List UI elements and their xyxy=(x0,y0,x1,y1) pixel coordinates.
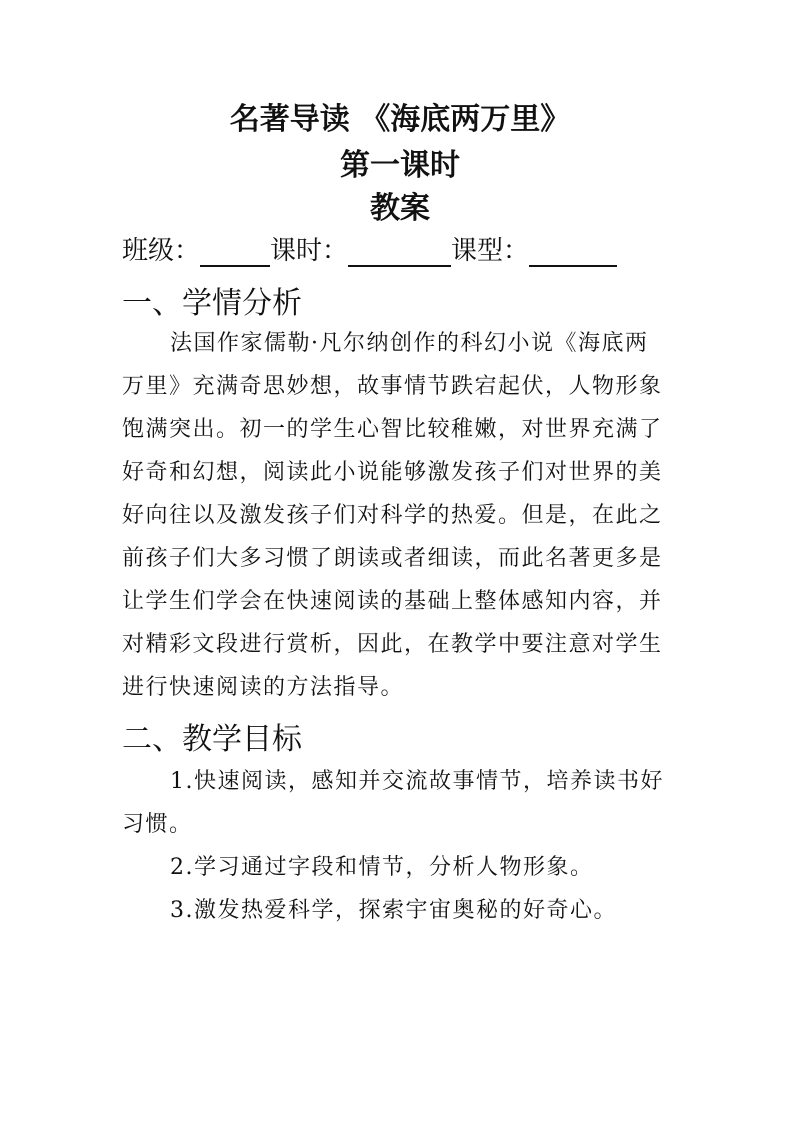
paragraph-line: 好向往以及激发孩子们对科学的热爱。但是，在此之 xyxy=(122,503,663,528)
section-heading-analysis: 一、学情分析 xyxy=(122,286,302,321)
analysis-paragraph xyxy=(122,322,682,709)
goal-item-2 xyxy=(122,846,682,889)
type-label: 课型： xyxy=(451,236,530,266)
goal-item-3 xyxy=(122,889,682,932)
title-line-2: 第一课时 xyxy=(340,148,460,183)
goal-line: 1.快速阅读，感知并交流故事情节，培养读书好 xyxy=(170,769,664,794)
section-heading-goals: 二、教学目标 xyxy=(122,722,302,757)
goal-line: 3.激发热爱科学，探索宇宙奥秘的好奇心。 xyxy=(170,898,617,923)
title-line-1: 名著导读 《海底两万里》 xyxy=(229,102,571,137)
class-blank xyxy=(200,235,270,267)
class-label: 班级： xyxy=(122,236,201,266)
paragraph-line: 饱满突出。初一的学生心智比较稚嫩，对世界充满了 xyxy=(122,417,663,442)
type-blank xyxy=(529,235,617,267)
paragraph-line: 对精彩文段进行赏析，因此，在教学中要注意对学生 xyxy=(122,632,663,657)
paragraph-line: 前孩子们大多习惯了朗读或者细读，而此名著更多是 xyxy=(122,546,663,571)
goal-line: 2.学习通过字段和情节，分析人物形象。 xyxy=(170,855,594,880)
paragraph-line: 进行快速阅读的方法指导。 xyxy=(122,675,405,700)
meta-row xyxy=(122,232,682,270)
period-blank xyxy=(348,235,451,267)
paragraph-line: 让学生们学会在快速阅读的基础上整体感知内容，并 xyxy=(122,589,663,614)
title-line-3: 教案 xyxy=(370,191,430,226)
period-label: 课时： xyxy=(270,236,349,266)
paragraph-line: 万里》充满奇思妙想，故事情节跌宕起伏，人物形象 xyxy=(122,374,663,399)
goal-item-1 xyxy=(122,760,682,846)
paragraph-line: 好奇和幻想，阅读此小说能够激发孩子们对世界的美 xyxy=(122,460,663,485)
goal-line: 习惯。 xyxy=(122,812,193,837)
paragraph-line: 法国作家儒勒·凡尔纳创作的科幻小说《海底两 xyxy=(170,331,649,356)
